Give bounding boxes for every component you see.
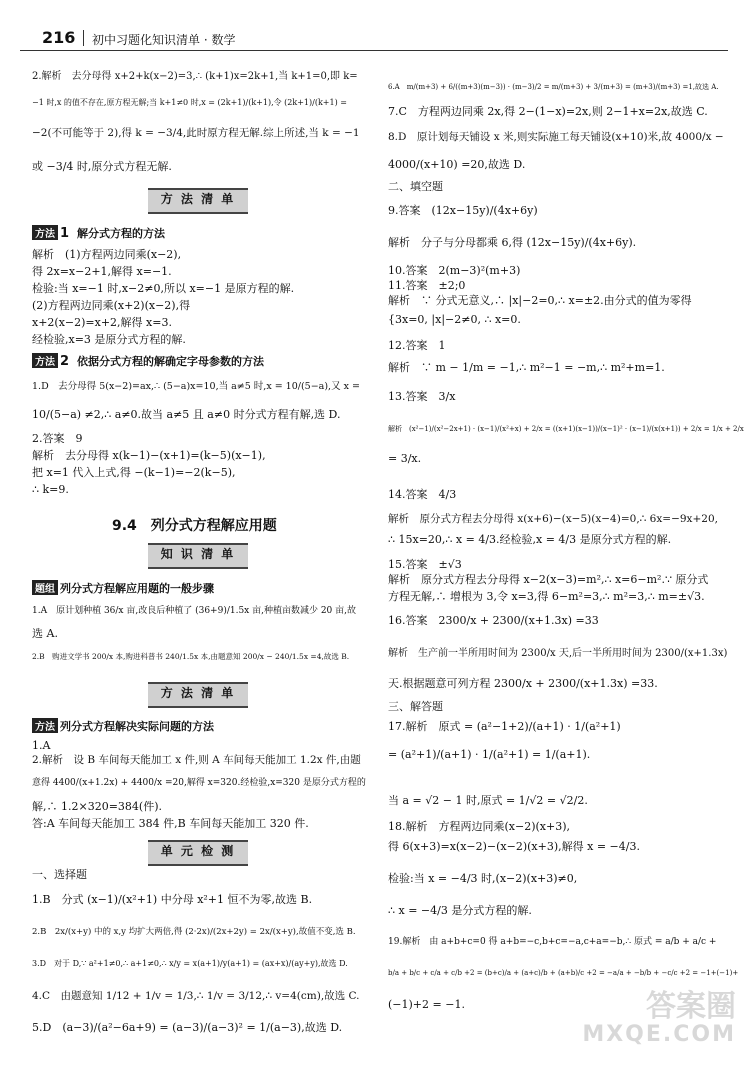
banner-unit-test: 单 元 检 测 [148,840,248,866]
banner-method-list-2: 方 法 清 单 [148,682,248,708]
left-text-line: 把 x=1 代入上式,得 −(k−1)=−2(k−5), [32,466,236,479]
banner-method-list: 方 法 清 单 [148,188,248,214]
left-text-line: −2(不可能等于 2),得 k = −3/4,此时原方程无解.综上所述,当 k = −1 [32,127,360,139]
watermark-logo: 答案圈 MXQE.COM [582,989,736,1047]
right-text-line: 天.根据题意可列方程 2300/x + 2300/(x+1.3x) =33. [388,677,658,690]
left-text-line: 得 2x=x−2+1,解得 x=−1. [32,265,172,278]
group-heading: 题组 列分式方程解应用题的一般步骤 [32,580,214,596]
left-text-line: 解析 去分母得 x(k−1)−(x+1)=(k−5)(x−1), [32,449,266,462]
method-heading-3: 方法 列分式方程解决实际问题的方法 [32,718,214,734]
right-text-line: 方程无解,∴ 增根为 3,令 x=3,得 6−m²=3,∴ m²=3,∴ m=±√3. [388,590,705,603]
left-text-line: ∴ k=9. [32,483,69,496]
right-text-line: 解析 原分式方程去分母得 x−2(x−3)=m²,∴ x=6−m².∵ 原分式 [388,573,709,586]
right-text-line: {3x=0, |x|−2≠0, ∴ x=0. [388,313,521,326]
page-number: 216 [42,28,76,47]
right-text-line: 二、填空题 [388,180,443,193]
right-text-line: 12.答案 1 [388,339,446,352]
right-text-line: 检验:当 x = −4/3 时,(x−2)(x+3)≠0, [388,872,578,885]
right-text-line: = 3/x. [388,452,422,465]
left-text-line: 1.D 去分母得 5(x−2)=ax,∴ (5−a)x=10,当 a≠5 时,x = 10/(5−a),又 x = [32,381,360,392]
left-text-line: 3.D 对于 D,∵ a²+1≠0,∴ a+1≠0,∴ x/y = x(a+1)/y(a+1) = (ax+x)/(ay+y),故选 D. [32,959,348,968]
book-title: 初中习题化知识清单 · 数学 [92,33,236,47]
left-text-line: x+2(x−2)=x+2,解得 x=3. [32,316,172,329]
right-text-line: 6.A m/(m+3) + 6/((m+3)(m−3)) · (m−3)/2 = m/(m+3) + 3/(m+3) = (m+3)/(m+3) =1,故选 A. [388,83,719,91]
right-text-line: 解析 生产前一半所用时间为 2300/x 天,后一半所用时间为 2300/(x+1.3x) [388,648,728,659]
left-text-line: 2.解析 设 B 车间每天能加工 x 件,则 A 车间每天能加工 1.2x 件,由题 [32,754,361,766]
left-text-line: 答:A 车间每天能加工 384 件,B 车间每天能加工 320 件. [32,817,309,830]
right-text-line: 16.答案 2300/x + 2300/(x+1.3x) =33 [388,614,599,627]
left-text-line: 2.答案 9 [32,432,83,445]
left-text-line: 4.C 由题意知 1/12 + 1/v = 1/3,∴ 1/v = 3/12,∴ v=4(cm),故选 C. [32,990,360,1002]
right-text-line: ∴ 15x=20,∴ x = 4/3.经检验,x = 4/3 是原分式方程的解. [388,533,672,546]
right-text-line: b/a + b/c + c/a + c/b +2 = (b+c)/a + (a+c)/b + (a+b)/c +2 = −a/a + −b/b + −c/c +2 = −1+(−1)+ [388,969,739,977]
right-text-line: 14.答案 4/3 [388,488,457,501]
left-text-line: 1.A 原计划种植 36/x 亩,改良后种植了 (36+9)/1.5x 亩,种植亩数减少 20 亩,故 [32,606,357,616]
right-text-line: 19.解析 由 a+b+c=0 得 a+b=−c,b+c=−a,c+a=−b,∴ 原式 = a/b + a/c + [388,937,717,947]
page-header [20,26,728,51]
left-text-line: 解,∴ 1.2×320=384(件). [32,800,162,813]
left-text-line: 或 −3/4 时,原分式方程无解. [32,160,172,173]
left-text-line: 10/(5−a) ≠2,∴ a≠0.故当 a≠5 且 a≠0 时分式方程有解,选 D. [32,408,341,421]
right-text-line: 4000/(x+10) =20,故选 D. [388,158,526,171]
left-text-line: 检验:当 x=−1 时,x−2≠0,所以 x=−1 是原方程的解. [32,282,295,295]
left-text-line: 2.解析 去分母得 x+2+k(x−2)=3,∴ (k+1)x=2k+1,当 k+1=0,即 k= [32,71,358,82]
right-text-line: 11.答案 ±2;0 [388,279,466,292]
right-text-line: 7.C 方程两边同乘 2x,得 2−(1−x)=2x,则 2−1+x=2x,故选 C. [388,105,708,118]
left-text-line: 选 A. [32,627,58,640]
left-text-line: 2.B 2x/(x+y) 中的 x,y 均扩大两倍,得 (2·2x)/(2x+2y) = 2x/(x+y),故值不变,选 B. [32,927,356,937]
banner-knowledge-list: 知 识 清 单 [148,543,248,569]
left-text-line: (2)方程两边同乘(x+2)(x−2),得 [32,299,191,312]
left-text-line: 意得 4400/(x+1.2x) + 4400/x =20,解得 x=320.经检验,x=320 是原分式方程的 [32,778,366,788]
right-text-line: 当 a = √2 − 1 时,原式 = 1/√2 = √2/2. [388,794,588,807]
left-text-line: 一、选择题 [32,868,87,881]
left-text-line: 2.B 购进文学书 200/x 本,购进科普书 240/1.5x 本,由题意知 200/x − 240/1.5x =4,故选 B. [32,652,350,661]
right-text-line: (−1)+2 = −1. [388,998,465,1011]
right-text-line: ∴ x = −4/3 是分式方程的解. [388,904,532,917]
left-text-line: 5.D (a−3)/(a²−6a+9) = (a−3)/(a−3)² = 1/(a−3),故选 D. [32,1021,343,1034]
right-text-line: 9.答案 (12x−15y)/(4x+6y) [388,204,538,217]
method-heading-2: 方法 2 依据分式方程的解确定字母参数的方法 [32,353,264,369]
left-text-line: 1.B 分式 (x−1)/(x²+1) 中分母 x²+1 恒不为零,故选 B. [32,893,313,906]
right-text-line: 17.解析 原式 = (a²−1+2)/(a+1) · 1/(a²+1) [388,720,621,733]
right-text-line: 解析 ∵ m − 1/m = −1,∴ m²−1 = −m,∴ m²+m=1. [388,361,665,374]
right-text-line: 解析 ∵ 分式无意义,∴ |x|−2=0,∴ x=±2.由分式的值为零得 [388,294,692,307]
right-text-line: 10.答案 2(m−3)²(m+3) [388,264,521,277]
right-text-line: 解析 原分式方程去分母得 x(x+6)−(x−5)(x−4)=0,∴ 6x=−9x+20, [388,513,718,525]
right-text-line: 18.解析 方程两边同乘(x−2)(x+3), [388,820,570,833]
right-text-line: 13.答案 3/x [388,390,456,403]
right-text-line: 15.答案 ±√3 [388,558,462,571]
method-heading-1: 方法 1 解分式方程的方法 [32,225,165,241]
left-text-line: 1.A [32,739,51,752]
left-text-line: 解析 (1)方程两边同乘(x−2), [32,248,182,261]
right-text-line: 解析 分子与分母都乘 6,得 (12x−15y)/(4x+6y). [388,236,637,249]
right-text-line: 解析 (x²−1)/(x²−2x+1) · (x−1)/(x²+x) + 2/x = ((x+1)(x−1))/(x−1)² · (x−1)/(x(x+1)) + 2/x = 1/x + 2/x [388,425,744,433]
right-text-line: 三、解答题 [388,700,443,713]
right-text-line: = (a²+1)/(a+1) · 1/(a²+1) = 1/(a+1). [388,748,591,761]
right-text-line: 得 6(x+3)=x(x−2)−(x−2)(x+3),解得 x = −4/3. [388,840,640,853]
left-text-line: −1 时,x 的值不存在,原方程无解;当 k+1≠0 时,x = (2k+1)/(k+1),令 (2k+1)/(k+1) = [32,98,347,107]
right-text-line: 8.D 原计划每天铺设 x 米,则实际施工每天铺设(x+10)米,故 4000/x − [388,131,724,143]
left-text-line: 经检验,x=3 是原分式方程的解. [32,333,186,346]
section-title: 9.4 列分式方程解应用题 [112,518,277,534]
